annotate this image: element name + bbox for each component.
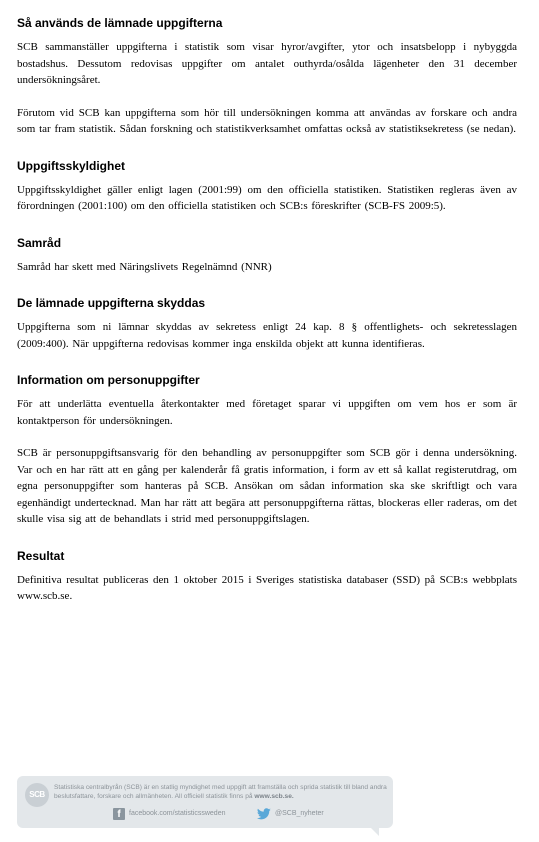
section-heading: Resultat (17, 548, 65, 563)
paragraph: SCB är personuppgiftsansvarig för den behandling av personuppgifter som SCB gör i denna undersökning. Var och en har rätt att en gång per kalenderår få gratis information, i form av ett så kallat registerutdrag, om egna personuppgifter som hanteras på SCB. Ansökan om sådan information ska ske skriftligt och vara egenhändigt undertecknad. Man har rätt att begära att personuppgifterna rättas, blockeras eller raderas, om det skulle visa sig att de behandlats i strid med personuppgiftslagen. (17, 447, 517, 525)
section-personal-data (17, 373, 517, 528)
section-heading: De lämnade uppgifterna skyddas (17, 296, 206, 310)
twitter-bird-icon (257, 808, 271, 820)
paragraph: Uppgiftsskyldighet gäller enligt lagen (2001:99) om den officiella statistiken. Statistiken regleras även av förordningen (2001:100) om den officiella statistiken och SCB:s föreskrifter (SCB-FS 2009:5). (17, 183, 517, 212)
paragraph: Förutom vid SCB kan uppgifterna som hör till undersökningen komma att användas av forskare och andra som tar fram statistik. Sådan forskning och statistikverksamhet omfattas också av statistiksekretess (se nedan). (17, 106, 517, 135)
section-results (17, 549, 517, 605)
footer-text (54, 784, 390, 801)
paragraph: Uppgifterna som ni lämnar skyddas av sekretess enligt 24 kap. 8 § offentlighets- och sekretesslagen (2009:400). När uppgifterna redovisas kommer inga enskilda objekt att kunna identifieras. (17, 321, 517, 350)
paragraph: Samråd har skett med Näringslivets Regelnämnd (NNR) (17, 260, 272, 273)
scb-logo-icon: SCB (25, 783, 49, 807)
section-heading: Uppgiftsskyldighet (17, 158, 126, 173)
facebook-link[interactable] (113, 808, 226, 820)
facebook-label: facebook.com/statisticssweden (129, 810, 226, 817)
paragraph: SCB sammanställer uppgifterna i statistik som visar hyror/avgifter, ytor och insatsbelopp i nybyggda bostadshus. Dessutom redovisas uppgifter om antalet outhyrda/osålda lägenheter den 31 december undersökningsåret. (17, 41, 517, 86)
twitter-link[interactable] (257, 808, 324, 820)
facebook-icon: f (113, 808, 125, 820)
footer-speech-tail (365, 822, 379, 836)
footer-banner (17, 776, 393, 828)
section-protection (17, 296, 517, 352)
footer-website-link[interactable]: www.scb.se. (254, 792, 294, 800)
section-obligation (17, 159, 517, 215)
paragraph: Definitiva resultat publiceras den 1 oktober 2015 i Sveriges statistiska databaser (SSD) på SCB:s webbplats www.scb.se. (17, 573, 517, 602)
footer-description: Statistiska centralbyrån (SCB) är en statlig myndighet med uppgift att framställa och sprida statistik till bland andra beslutsfattare, forskare och allmänheten. All officiell statistik finns på (54, 784, 387, 800)
section-heading: Information om personuppgifter (17, 373, 200, 387)
section-heading: Så används de lämnade uppgifterna (17, 16, 223, 30)
section-usage (17, 16, 517, 138)
section-heading: Samråd (17, 235, 62, 250)
section-consultation (17, 236, 517, 276)
document-body (17, 16, 517, 605)
paragraph: För att underlätta eventuella återkontakter med företaget sparar vi uppgiften om vem hos er som är kontaktperson för undersökningen. (17, 398, 517, 427)
twitter-label: @SCB_nyheter (275, 810, 324, 817)
